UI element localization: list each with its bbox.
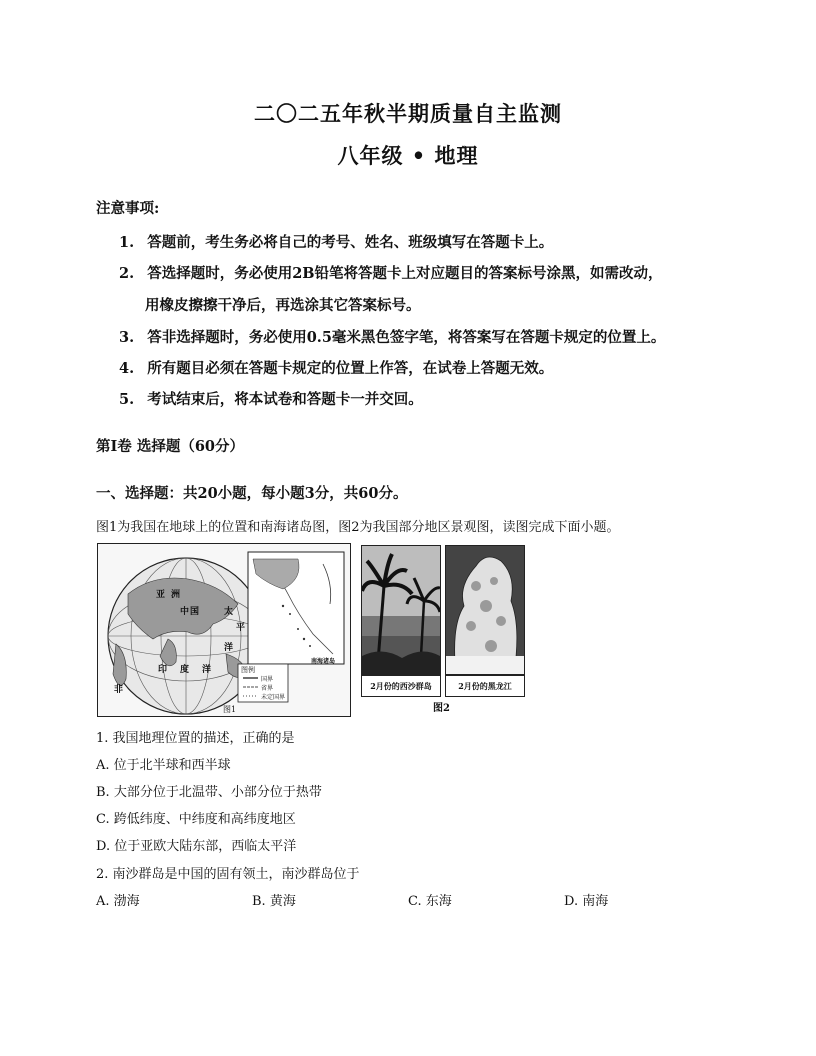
- question-2-option-c: C. 东海: [408, 894, 452, 909]
- caption-heilongjiang: 2月份的黑龙江: [445, 675, 525, 697]
- caption-xisha: 2月份的西沙群岛: [361, 675, 441, 697]
- map-label-africa: 非: [114, 685, 124, 695]
- legend-item-provincial-border: 省界: [261, 685, 274, 692]
- question-1-stem: 1. 我国地理位置的描述，正确的是: [96, 731, 295, 746]
- legend-item-national-border: 国界: [261, 676, 274, 683]
- notice-item-number: 3.: [119, 329, 135, 346]
- question-1-option-c: C. 跨低纬度、中纬度和高纬度地区: [96, 812, 296, 827]
- notice-item-text: 所有题目必须在答题卡规定的位置上作答，在试卷上答题无效。: [147, 360, 554, 377]
- notice-item-number: 5.: [119, 391, 135, 408]
- notice-item-number: 2.: [119, 265, 135, 282]
- figure-2: [359, 543, 527, 715]
- exam-subtitle: 八年级 • 地理: [337, 143, 479, 168]
- question-1-option-b: B. 大部分位于北温带、小部分位于热带: [96, 785, 322, 800]
- figure-1-map: [98, 544, 350, 716]
- map-label-china-1: 中: [180, 607, 190, 617]
- exam-title: 二〇二五年秋半期质量自主监测: [254, 101, 562, 126]
- question-2-option-b: B. 黄海: [252, 894, 296, 909]
- notice-item-text: 答非选择题时，务必使用0.5毫米黑色签字笔，将答案写在答题卡规定的位置上。: [147, 329, 666, 346]
- question-2-stem: 2. 南沙群岛是中国的固有领土，南沙群岛位于: [96, 867, 360, 882]
- notice-item-number: 4.: [119, 360, 135, 377]
- map-label-pacific-2: 平: [236, 623, 246, 633]
- notice-item-5: [119, 388, 423, 409]
- notice-item-3: [119, 326, 665, 347]
- photo-xisha-islands: [361, 545, 441, 675]
- inset-label: 南海诸岛: [311, 658, 336, 665]
- legend-item-undetermined-border: 未定国界: [261, 694, 286, 701]
- notice-item-1: [119, 231, 553, 252]
- question-1-option-d: D. 位于亚欧大陆东部，西临太平洋: [96, 839, 297, 854]
- map-label-asia-2: 洲: [171, 590, 181, 600]
- notice-item-text: 答选择题时，务必使用2B铅笔将答题卡上对应题目的答案标号涂黑，如需改动，: [147, 265, 663, 282]
- notice-item-4: [119, 357, 553, 378]
- section-title: 第Ⅰ卷 选择题（60分）: [96, 438, 245, 455]
- map-label-china-2: 国: [190, 607, 200, 617]
- map-label-indian-ocean-2: 度: [180, 665, 190, 675]
- question-1-option-a: A. 位于北半球和西半球: [96, 758, 231, 773]
- notice-item-text: 答题前，考生务必将自己的考号、姓名、班级填写在答题卡上。: [147, 234, 554, 251]
- figure-1-label: 图1: [223, 705, 237, 714]
- map-label-pacific-1: 太: [224, 607, 234, 617]
- map-label-asia-1: 亚: [156, 590, 166, 600]
- notice-heading: 注意事项:: [96, 200, 160, 217]
- map-label-indian-ocean-1: 印: [158, 665, 168, 675]
- question-2-option-d: D. 南海: [564, 894, 609, 909]
- figure-1: [97, 543, 351, 717]
- notice-item-2: [119, 262, 663, 283]
- photo-heilongjiang: [445, 545, 525, 675]
- figure-intro-text: 图1为我国在地球上的位置和南海诸岛图，图2为我国部分地区景观图，读图完成下面小题。: [96, 520, 620, 535]
- section-part-heading: 一、选择题：共20小题，每小题3分，共60分。: [96, 485, 408, 502]
- notice-item-number: 1.: [119, 234, 135, 251]
- figure-2-label: 图2: [433, 703, 450, 714]
- legend-title: 图例: [241, 666, 255, 674]
- map-label-indian-ocean-3: 洋: [202, 665, 212, 675]
- notice-item-2-continued: 用橡皮擦擦干净后，再选涂其它答案标号。: [145, 297, 421, 314]
- map-label-pacific-3: 洋: [224, 643, 234, 653]
- question-2-option-a: A. 渤海: [96, 894, 140, 909]
- notice-item-text: 考试结束后，将本试卷和答题卡一并交回。: [147, 391, 423, 408]
